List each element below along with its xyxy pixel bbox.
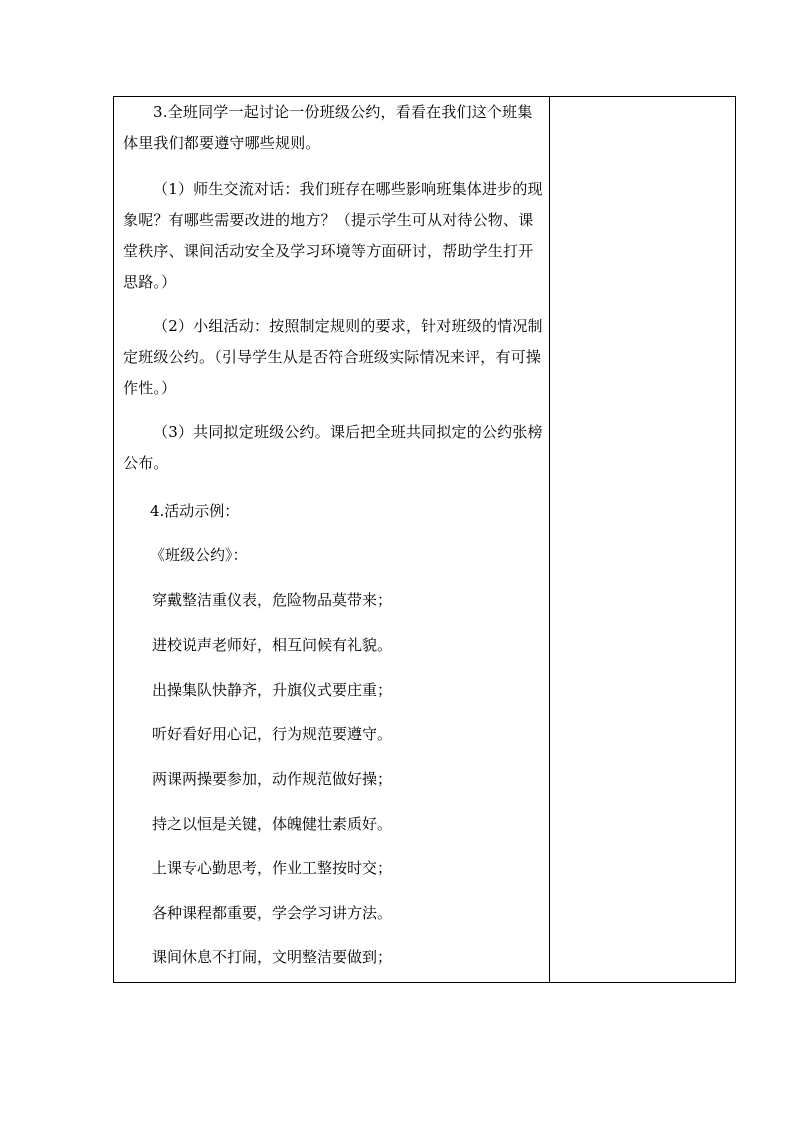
convention-line: 听好看好用心记，行为规范要遵守。	[152, 725, 393, 743]
convention-line: 课间休息不打闹，文明整洁要做到；	[152, 948, 393, 966]
convention-line: 出操集队快静齐，升旗仪式要庄重；	[152, 681, 393, 699]
convention-line: 穿戴整洁重仪表，危险物品莫带来；	[152, 591, 393, 609]
lesson-table	[113, 96, 736, 983]
convention-line: 进校说声老师好，相互问候有礼貌。	[152, 636, 393, 654]
paragraph-group-activity: （2）小组活动：按照制定规则的要求，针对班级的情况制定班级公约。（引导学生从是否符合班级实际情况来评，有可操作性。）	[123, 317, 543, 397]
convention-title: 《班级公约》：	[150, 546, 248, 564]
convention-line: 上课专心勤思考，作业工整按时交；	[152, 859, 393, 877]
convention-line: 各种课程都重要，学会学习讲方法。	[152, 904, 393, 922]
paragraph-draft-convention: （3）共同拟定班级公约。课后把全班共同拟定的公约张榜公布。	[123, 423, 543, 472]
activity-cell	[114, 97, 549, 982]
paragraph-discussion: 3.全班同学一起讨论一份班级公约，看看在我们这个班集体里我们都要遵守哪些规则。	[123, 103, 533, 152]
paragraph-dialogue: （1）师生交流对话：我们班存在哪些影响班集体进步的现象呢？有哪些需要改进的地方？（提示学生可从对待公物、课堂秩序、课间活动安全及学习环境等方面研讨，帮助学生打开思路。）	[123, 180, 543, 291]
convention-line: 两课两操要参加，动作规范做好操；	[152, 770, 393, 788]
activity-example-heading: 4.活动示例：	[150, 502, 240, 520]
notes-cell	[550, 97, 735, 982]
convention-line: 持之以恒是关键，体魄健壮素质好。	[152, 815, 393, 833]
